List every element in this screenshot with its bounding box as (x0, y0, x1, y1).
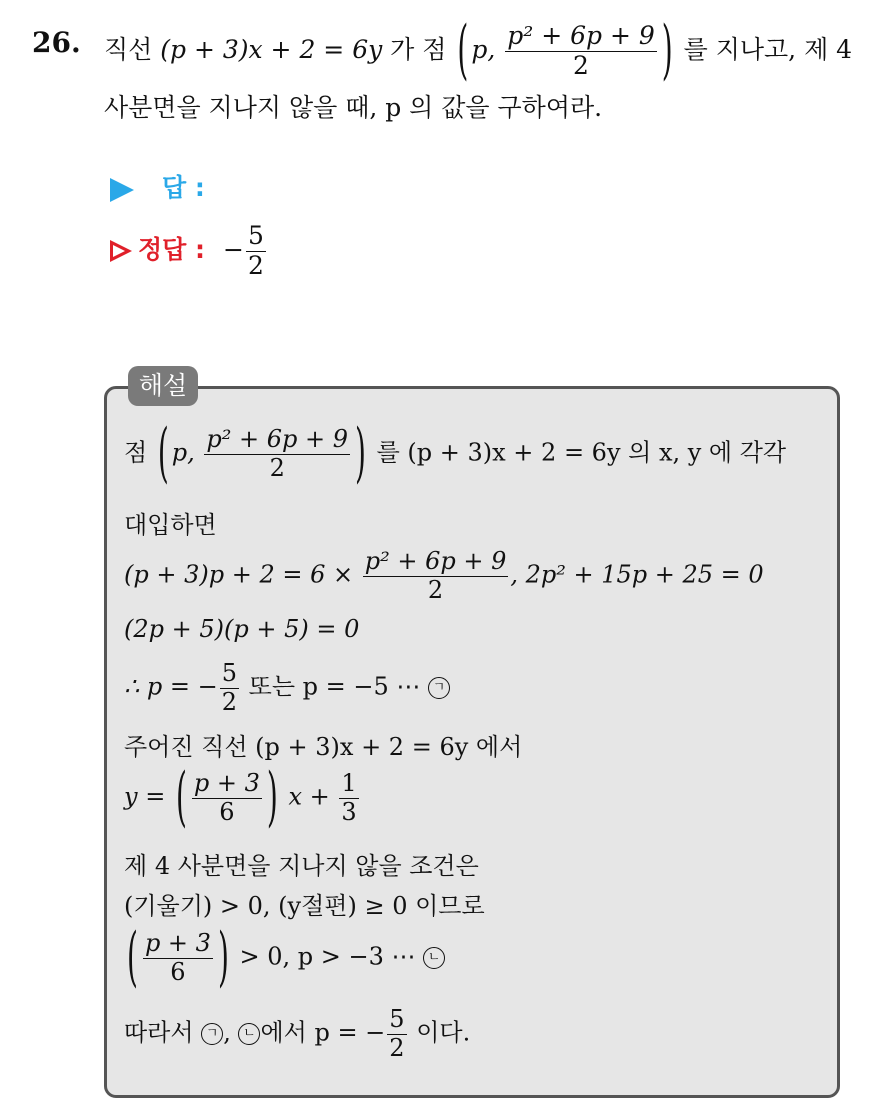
sol10-b: > 0, p > −3 ⋯ (231, 942, 424, 971)
left-paren: ( (157, 414, 169, 491)
sol10-num: p + 3 (144, 929, 211, 957)
sol10-fraction (143, 930, 213, 986)
sol5-a: ∴ p = − (124, 672, 218, 701)
circled-mark-1: ㄱ (428, 677, 450, 699)
solution-line-7 (124, 758, 361, 835)
key-denominator: 2 (247, 250, 264, 280)
solution-tab: 해설 (128, 366, 198, 406)
sol1-p: p, (171, 438, 195, 467)
point-p: p, (471, 34, 496, 64)
right-paren: ) (217, 918, 229, 995)
question-equation: (p + 3)x + 2 = 6y (160, 34, 383, 64)
fraction-numerator: p² + 6p + 9 (507, 21, 655, 50)
sol1-fraction (204, 426, 350, 482)
sol3-fraction (363, 548, 509, 604)
sol11-a: 따라서 (124, 1018, 202, 1047)
solution-line-8: 제 4 사분면을 지나지 않을 조건은 (124, 852, 479, 880)
sol7-b: x + (280, 782, 338, 811)
left-paren: ( (127, 918, 138, 995)
sol7-den2: 3 (341, 797, 357, 826)
sol11-den: 2 (389, 1033, 405, 1062)
circled-mark-2: ㄴ (238, 1023, 260, 1045)
question-line-1 (104, 12, 853, 89)
sol1-num: p² + 6p + 9 (206, 425, 349, 453)
key-triangle-icon (110, 240, 132, 262)
question-suffix: 를 지나고, 제 4 (675, 34, 853, 64)
solution-line-9: (기울기) > 0, (y절편) ≥ 0 이므로 (124, 892, 485, 920)
circled-mark-2: ㄴ (423, 947, 445, 969)
solution-line-2: 대입하면 (124, 511, 217, 539)
sol11-num: 5 (389, 1005, 405, 1033)
sol7-a: y = (124, 782, 173, 811)
solution-line-6: 주어진 직선 (p + 3)x + 2 = 6y 에서 (124, 733, 523, 761)
left-paren: ( (457, 12, 469, 89)
sol7-fraction (192, 770, 262, 826)
solution-line-5 (124, 660, 450, 716)
sol10-den: 6 (170, 957, 186, 986)
sol7-fraction-2 (339, 770, 358, 826)
key-label: 정답 : (138, 234, 206, 264)
question-mid: 가 점 (382, 34, 455, 64)
sol5-den: 2 (221, 687, 238, 716)
sol3-b: , 2p² + 15p + 25 = 0 (510, 560, 764, 589)
key-numerator: 5 (247, 221, 264, 250)
sol11-fraction (387, 1006, 406, 1062)
question-prefix: 직선 (104, 34, 161, 64)
sol5-b: 또는 p = −5 ⋯ (241, 672, 429, 701)
key-fraction (246, 222, 266, 281)
solution-line-4: (2p + 5)(p + 5) = 0 (124, 615, 360, 643)
point-fraction (505, 22, 657, 81)
sol1-a: 점 (124, 438, 155, 467)
answer-label: 답 : (162, 173, 205, 202)
sol3-a: (p + 3)p + 2 = 6 × (124, 560, 361, 589)
solution-line-1 (124, 414, 787, 491)
sol3-den: 2 (427, 575, 444, 604)
sol3-num: p² + 6p + 9 (364, 547, 507, 575)
key-row (110, 222, 268, 281)
circled-mark-1: ㄱ (201, 1023, 223, 1045)
key-sign: − (223, 234, 244, 264)
right-paren: ) (266, 758, 278, 835)
question-number: 26. (32, 26, 81, 59)
sol11-b: 에서 p = − (260, 1018, 386, 1047)
sol11-mid: , (223, 1018, 239, 1047)
sol11-c: 이다. (408, 1018, 471, 1047)
fraction-denominator: 2 (573, 50, 589, 80)
answer-triangle-icon (110, 178, 134, 202)
left-paren: ( (175, 758, 187, 835)
sol1-den: 2 (269, 453, 285, 482)
sol7-num2: 1 (341, 769, 357, 797)
sol7-den: 6 (219, 797, 235, 826)
solution-line-10 (124, 918, 445, 995)
sol1-b: 를 (p + 3)x + 2 = 6y 의 x, y 에 각각 (368, 438, 787, 467)
sol7-num: p + 3 (193, 769, 260, 797)
sol5-num: 5 (221, 659, 238, 687)
solution-line-3 (124, 548, 764, 604)
right-paren: ) (661, 12, 673, 89)
answer-row (110, 168, 205, 204)
sol5-fraction (220, 660, 239, 716)
right-paren: ) (355, 414, 366, 491)
solution-line-11 (124, 1006, 470, 1062)
question-line-2: 사분면을 지나지 않을 때, p 의 값을 구하여라. (104, 93, 603, 122)
